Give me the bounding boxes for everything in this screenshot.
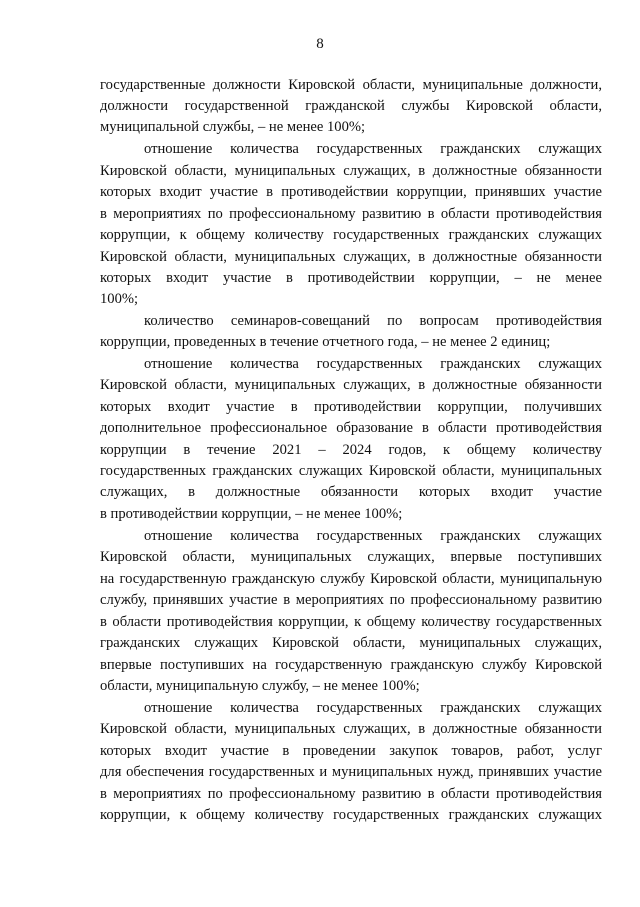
text-line: в области противодействия коррупции, к общему количеству государственных [100,614,602,630]
text-line: количество семинаров-совещаний по вопросам противодействия [144,313,602,329]
text-line: Кировской области, муниципальных служащих, в должностные обязанности [100,249,602,265]
text-line: государственных гражданских служащих Кировской области, муниципальных [100,463,602,479]
text-line: коррупции, проведенных в течение отчетного года, – не менее 2 единиц; [100,334,551,350]
text-line: коррупции, к общему количеству государственных гражданских служащих [100,807,602,823]
text-line: муниципальной службы, – не менее 100%; [100,119,366,135]
text-line: которых входит участие в проведении закупок товаров, работ, услуг [100,743,602,759]
text-line: в мероприятиях по профессиональному развитию в области противодействия [100,786,602,802]
text-line: дополнительное профессиональное образование в области противодействия [100,420,602,436]
text-line: отношение количества государственных гражданских служащих [144,700,602,716]
text-line: должности государственной гражданской службы Кировской области, [100,98,602,114]
text-line: коррупции, к общему количеству государственных гражданских служащих [100,227,602,243]
text-line: служащих, в должностные обязанности которых входит участие [100,484,602,500]
text-line: отношение количества государственных гражданских служащих [144,356,602,372]
text-line: на государственную гражданскую службу Кировской области, муниципальную [100,571,602,587]
text-line: отношение количества государственных гражданских служащих [144,141,602,157]
text-line: Кировской области, муниципальных служащих, впервые поступивших [100,549,602,565]
text-line: области, муниципальную службу, – не менее 100%; [100,678,420,694]
text-line: службу, принявших участие в мероприятиях по профессиональному развитию [100,592,602,608]
text-line: отношение количества государственных гражданских служащих [144,528,602,544]
text-line: которых входит участие в противодействии коррупции, получивших [100,399,602,415]
text-line: в противодействии коррупции, – не менее 100%; [100,506,403,522]
text-line: Кировской области, муниципальных служащих, в должностные обязанности [100,721,602,737]
text-line: в мероприятиях по профессиональному развитию в области противодействия [100,206,602,222]
text-line: Кировской области, муниципальных служащих, в должностные обязанности [100,163,602,179]
text-line: коррупции в течение 2021 – 2024 годов, к общему количеству [100,442,602,458]
page-number: 8 [316,36,324,52]
text-line: 100%; [100,291,139,307]
text-line: которых входит участие в противодействии коррупции, – не менее [100,270,602,286]
text-line: Кировской области, муниципальных служащих, в должностные обязанности [100,377,602,393]
text-line: гражданских служащих Кировской области, муниципальных служащих, [100,635,602,651]
text-line: впервые поступивших на государственную гражданскую службу Кировской [100,657,602,673]
text-line: государственные должности Кировской области, муниципальные должности, [100,77,602,93]
text-line: для обеспечения государственных и муниципальных нужд, принявших участие [100,764,602,780]
text-line: которых входит участие в противодействии коррупции, принявших участие [100,184,602,200]
